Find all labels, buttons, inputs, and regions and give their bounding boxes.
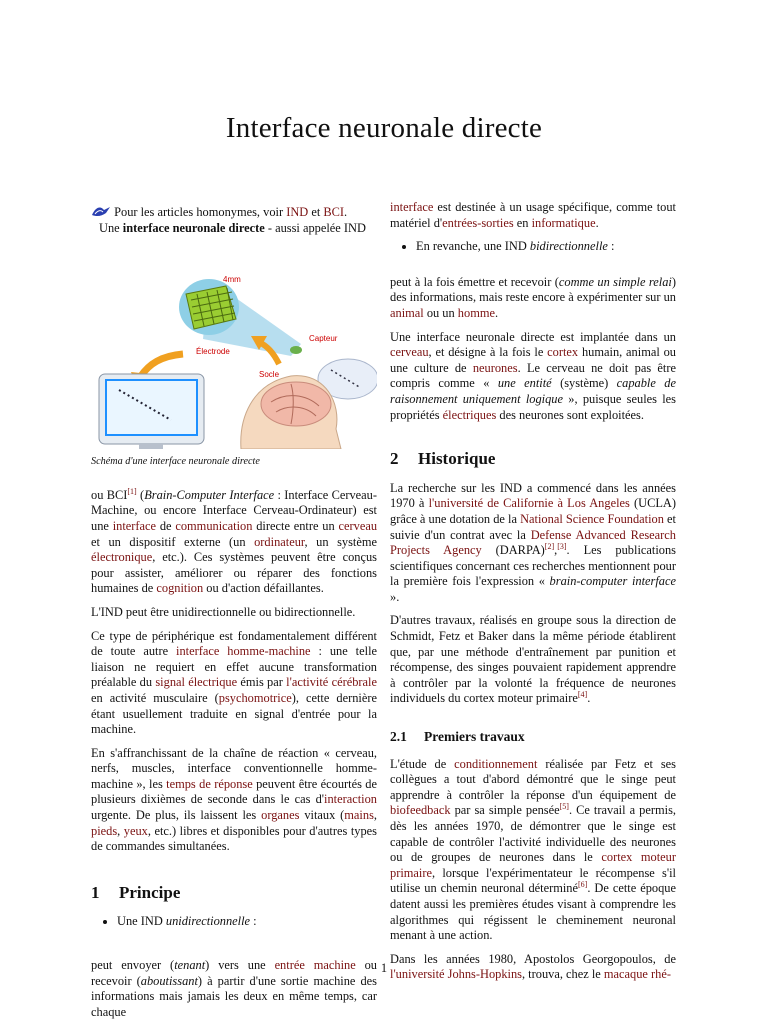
link-entrees-sorties[interactable]: entrées-sorties xyxy=(442,215,514,230)
bci-schema-illustration xyxy=(91,244,377,449)
link-electriques[interactable]: électriques xyxy=(442,407,497,422)
label-4mm: 4mm xyxy=(223,275,241,285)
paragraph-premiers-travaux-2: Dans les années 1980, Apostolos Georgopoulos, de l'université Johns-Hopkins, trouva, chez le macaque rhé- xyxy=(390,951,676,982)
link-conditionnement[interactable]: conditionnement xyxy=(454,756,538,771)
page-number: 1 xyxy=(380,961,388,975)
link-temps-reponse[interactable]: temps de réponse xyxy=(166,776,253,791)
link-homme[interactable]: homme xyxy=(457,305,495,320)
label-socle: Socle xyxy=(259,370,280,380)
ref-6[interactable]: [6] xyxy=(577,880,588,890)
link-interaction[interactable]: interaction xyxy=(324,792,377,807)
left-column xyxy=(91,200,377,1028)
label-capteur: Capteur xyxy=(309,334,338,344)
section-heading-principe: 1 Principe xyxy=(91,882,181,902)
paragraph-bidirectionnelle: peut à la fois émettre et recevoir (comme un simple relai) des informations, mais reste encore à expérimenter sur un animal ou un homme. xyxy=(390,274,676,320)
ref-3[interactable]: [3] xyxy=(557,541,567,551)
link-entree-machine[interactable]: entrée machine xyxy=(274,958,356,973)
link-interface[interactable]: interface xyxy=(112,518,157,533)
disambiguation-icon xyxy=(91,204,111,218)
paragraph-direction: L'IND peut être unidirectionnelle ou bidirectionnelle. xyxy=(91,604,356,619)
link-cortex-moteur[interactable]: cortex moteur primaire xyxy=(390,850,676,880)
link-ordinateur[interactable]: ordinateur xyxy=(254,534,305,549)
link-signal-electrique[interactable]: signal électrique xyxy=(155,675,238,690)
link-activite-cerebrale[interactable]: l'activité cérébrale xyxy=(286,675,377,690)
link-johns-hopkins[interactable]: l'université Johns-Hopkins xyxy=(390,967,522,982)
computer-monitor xyxy=(99,374,204,449)
label-electrode: Électrode xyxy=(196,347,230,357)
link-mains[interactable]: mains xyxy=(344,808,374,823)
list-item: • Une IND unidirectionnelle : xyxy=(117,914,377,930)
link-ihm[interactable]: interface homme-machine xyxy=(176,644,311,659)
list-item: • En revanche, une IND bidirectionnelle : xyxy=(416,239,676,255)
paragraph-chaine: En s'affranchissant de la chaîne de réaction « cerveau, nerfs, muscles, interface conventionnelle homme-machine », les temps de réponse peuvent être écourtés de plusieurs dixièmes de seconde dans le cas d'interaction urgente. De plus, ils laissent les organes vitaux (mains, pieds, yeux, etc.) libres et disponibles pour d'autres types de commandes simultanées. xyxy=(91,745,378,854)
hatnote: Pour les articles homonymes, voir IND et BCI. xyxy=(91,204,377,221)
link-pieds[interactable]: pieds xyxy=(91,823,118,838)
right-column xyxy=(390,200,676,991)
bci-schema-figure xyxy=(91,244,377,449)
paragraph-premiers-travaux-1: L'étude de conditionnement réalisée par Fetz et ses collègues a tout d'abord démontré que le singe peut apprendre à contrôler la réponse d'un équipement de biofeedback par sa simple pensée[5]. Ce travail a permis, dès les années 1970, de démontrer que le singe est capable de contrôler l'activité individuelle des neurones ou de groupes de neurones dans le cortex moteur primaire, lorsque l'expérimentateur le récompense s'il utilise un chemin neuronal déterminé[6]. De cette époque datent aussi les premières études visant à comprendre les algorithmes qui régissent le cheminement neuronal menant à une action. xyxy=(390,756,676,943)
link-yeux[interactable]: yeux xyxy=(123,823,148,838)
link-psychomotrice[interactable]: psychomotrice xyxy=(218,690,292,705)
link-organes[interactable]: organes xyxy=(261,808,300,823)
link-informatique[interactable]: informatique xyxy=(531,215,596,230)
ref-5[interactable]: [5] xyxy=(559,802,569,812)
paragraph-cont: interface est destinée à un usage spécifique, comme tout matériel d'entrées-sorties en informatique. xyxy=(390,200,676,230)
section-heading-historique: 2 Historique xyxy=(390,449,496,469)
paragraph-implantee: Une interface neuronale directe est implantée dans un cerveau, et désigne à la fois le cortex humain, animal ou une culture de neurones. Le cerveau ne doit pas être compris comme « une entité (système) capable de raisonnement uniquement logique », puisque seules les propriétés électriques des neurones sont exploitées. xyxy=(390,329,677,422)
link-cerveau[interactable]: cerveau xyxy=(338,518,378,533)
link-electronique[interactable]: électronique xyxy=(91,550,153,565)
link-animal[interactable]: animal xyxy=(390,305,424,320)
subsection-heading-premiers-travaux: 2.1 Premiers travaux xyxy=(390,729,525,745)
paragraph-intro: ou BCI[1] (Brain-Computer Interface : Interface Cerveau-Machine, ou encore Interface Cerveau-Ordinateur) est une interface de communication directe entre un cerveau et un dispositif externe (un ordinateur, un système électronique, etc.). Ces systèmes peuvent être conçus pour assister, améliorer ou réparer des fonctions humaines de cognition ou d'action défaillantes. xyxy=(91,486,378,596)
bullet-list-uni xyxy=(91,914,377,930)
paragraph-unidirectionnelle: peut envoyer (tenant) vers une entrée machine ou recevoir (aboutissant) à partir d'une sortie machine des informations mais jamais les deux en même temps, car chaque xyxy=(91,958,377,1019)
link-cortex[interactable]: cortex xyxy=(547,345,579,360)
figure-caption: Schéma d'une interface neuronale directe xyxy=(91,456,260,468)
ref-4[interactable]: [4] xyxy=(577,690,588,700)
ref-1[interactable]: [1] xyxy=(127,486,137,496)
page-title: Interface neuronale directe xyxy=(225,112,543,144)
link-darpa[interactable]: Defense Advanced Research Projects Agency xyxy=(390,527,676,558)
link-bci[interactable]: BCI xyxy=(323,205,345,219)
link-nsf[interactable]: National Science Foundation xyxy=(520,511,664,526)
arrow-to-screen xyxy=(141,354,183,376)
link-neurones[interactable]: neurones xyxy=(472,360,518,375)
link-ucla[interactable]: l'université de Californie à Los Angeles xyxy=(428,496,630,511)
link-cerveau-2[interactable]: cerveau xyxy=(390,345,429,360)
link-communication[interactable]: communication xyxy=(175,518,253,533)
link-interface-2[interactable]: interface xyxy=(390,200,434,214)
bullet-list-bi xyxy=(390,239,676,255)
link-biofeedback[interactable]: biofeedback xyxy=(390,803,451,818)
link-ind[interactable]: IND xyxy=(286,205,309,219)
paragraph-peripherique: Ce type de périphérique est fondamentalement différent de toute autre interface homme-machine : une telle liaison ne requiert en effet aucune transformation préalable du signal électrique émis par l'activité cérébrale en activité musculaire (psychomotrice), cette dernière étant usuellement traduite en signal d'entrée pour la machine. xyxy=(91,628,378,737)
link-cognition[interactable]: cognition xyxy=(156,581,204,596)
paragraph-historique-1: La recherche sur les IND a commencé dans les années 1970 à l'université de Californie à Los Angeles (UCLA) grâce à une dotation de la National Science Foundation et suivie d'un contrat avec la Defense Advanced Research Projects Agency (DARPA)[2],[3]. Les publications scientifiques concernant ces recherches mentionnent pour la première fois l'expression « brain-computer interface ». xyxy=(390,480,676,604)
ref-2[interactable]: [2] xyxy=(544,541,555,551)
link-macaque[interactable]: macaque rhé- xyxy=(603,967,671,982)
intro-start: Une interface neuronale directe - aussi appelée IND xyxy=(99,220,366,235)
paragraph-historique-2: D'autres travaux, réalisés en groupe sous la direction de Schmidt, Fetz et Baker dans la même période établirent que, par une méthode d'entraînement par punition et récompense, des singes pouvaient rapidement apprendre à contrôler par la volonté la fréquence de neurones individuels du cortex moteur primaire[4]. xyxy=(390,613,676,706)
